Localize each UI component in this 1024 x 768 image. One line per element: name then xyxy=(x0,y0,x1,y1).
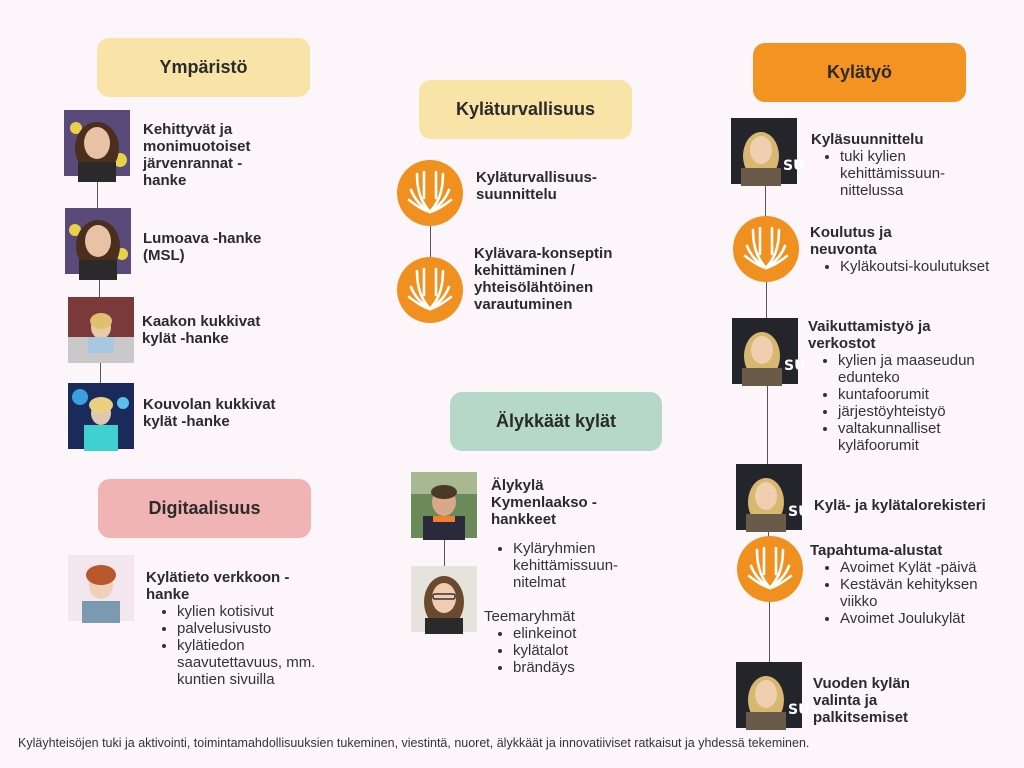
kylatyo-item-title: Kylä- ja kylätalorekisteri xyxy=(814,497,986,514)
connector-line xyxy=(769,602,770,664)
person-avatar xyxy=(736,464,810,530)
category-kylatyo: Kylätyö xyxy=(753,43,966,102)
bullet-item: • kylien ja maaseudun edunteko xyxy=(838,352,998,386)
person-avatar xyxy=(68,555,134,621)
bullet-item: • palvelusivusto xyxy=(177,620,337,637)
bullet-item: • Kyläkoutsi-koulutukset xyxy=(840,258,990,275)
category-kylaturvallisuus: Kyläturvallisuus xyxy=(419,80,632,139)
ymparisto-item-title: Kehittyvät ja monimuotoiset järvenrannat -hanke xyxy=(143,121,251,189)
kylaturvallisuus-item-title: Kyläturvallisuus-suunnittelu xyxy=(476,169,597,203)
kylaturvallisuus-item-title: Kylävara-konseptin kehittäminen / yhteisölähtöinen varautuminen xyxy=(474,245,613,313)
kylat-logo-icon xyxy=(737,536,803,602)
person-avatar xyxy=(731,118,805,184)
bullet-item: • kylien kotisivut xyxy=(177,603,337,620)
ymparisto-item-title: Kouvolan kukkivat kylät -hanke xyxy=(143,396,276,430)
bullet-item: • järjestöyhteistyö xyxy=(838,403,998,420)
person-avatar xyxy=(65,208,131,274)
bullet-item: • valtakunnalliset kyläfoorumit xyxy=(838,420,998,454)
ymparisto-item-title: Kaakon kukkivat kylät -hanke xyxy=(142,313,261,347)
connector-line xyxy=(100,362,101,384)
person-avatar xyxy=(64,110,130,176)
kylat-logo-icon xyxy=(397,257,463,323)
kylatyo-bullets xyxy=(820,559,1005,627)
person-avatar xyxy=(68,297,134,363)
alykkaat-bullets xyxy=(493,625,653,676)
bullet-item: • Avoimet Kylät -päivä xyxy=(840,559,1005,576)
svg-text:SU: SU xyxy=(788,702,810,718)
kylatyo-item-title: Vaikuttamistyö ja verkostot xyxy=(808,318,931,352)
kylatyo-bullets xyxy=(818,352,998,454)
person-avatar xyxy=(411,566,477,632)
svg-text:SU: SU xyxy=(784,358,806,374)
digitaalisuus-item-title: Kylätieto verkkoon -hanke xyxy=(146,569,290,603)
category-digitaalisuus: Digitaalisuus xyxy=(98,479,311,538)
bullet-item: • kylätalot xyxy=(513,642,653,659)
bullet-item: • Kyläryhmien kehittämissuun-nitelmat xyxy=(513,540,663,591)
person-avatar xyxy=(732,318,806,384)
person-avatar xyxy=(68,383,134,449)
kylatyo-item-title: Kyläsuunnittelu xyxy=(811,131,924,148)
bullet-item: • kylätiedon saavutettavuus, mm. kuntien sivuilla xyxy=(177,637,337,688)
footer-text: Kyläyhteisöjen tuki ja aktivointi, toimintamahdollisuuksien tukeminen, viestintä, nuoret, älykkäät ja innovatiiviset ratkaisut ja yhdessä tekeminen. xyxy=(18,736,810,750)
category-alykkaat: Älykkäät kylät xyxy=(450,392,662,451)
kylat-logo-icon xyxy=(733,216,799,282)
connector-line xyxy=(767,384,768,466)
kylatyo-item-title: Vuoden kylän valinta ja palkitsemiset xyxy=(813,675,910,726)
svg-text:SU: SU xyxy=(788,504,810,520)
bullet-item: • brändäys xyxy=(513,659,653,676)
kylatyo-bullets xyxy=(820,258,990,275)
category-ymparisto: Ympäristö xyxy=(97,38,310,97)
ymparisto-item-title: Lumoava -hanke (MSL) xyxy=(143,230,262,264)
bullet-item: • tuki kylien kehittämissuun-nittelussa xyxy=(840,148,1000,199)
alykkaat-bullets xyxy=(493,540,663,591)
connector-line xyxy=(766,282,767,318)
person-avatar xyxy=(411,472,477,538)
svg-text:SU: SU xyxy=(783,158,805,174)
connector-line xyxy=(444,538,445,566)
kylatyo-item-title: Tapahtuma-alustat xyxy=(810,542,943,559)
connector-line xyxy=(765,184,766,218)
alykkaat-item-title: Teemaryhmät xyxy=(484,608,575,625)
kylatyo-item-title: Koulutus ja neuvonta xyxy=(810,224,892,258)
kylatyo-bullets xyxy=(820,148,1000,199)
alykkaat-item-title: Älykylä Kymenlaakso -hankkeet xyxy=(491,477,597,528)
bullet-item: • kuntafoorumit xyxy=(838,386,998,403)
person-avatar xyxy=(736,662,810,728)
connector-line xyxy=(430,226,431,258)
bullet-item: • Avoimet Joulukylät xyxy=(840,610,1005,627)
kylat-logo-icon xyxy=(397,160,463,226)
bullet-item: • elinkeinot xyxy=(513,625,653,642)
bullet-item: • Kestävän kehityksen viikko xyxy=(840,576,1005,610)
digitaalisuus-bullets xyxy=(157,603,337,688)
